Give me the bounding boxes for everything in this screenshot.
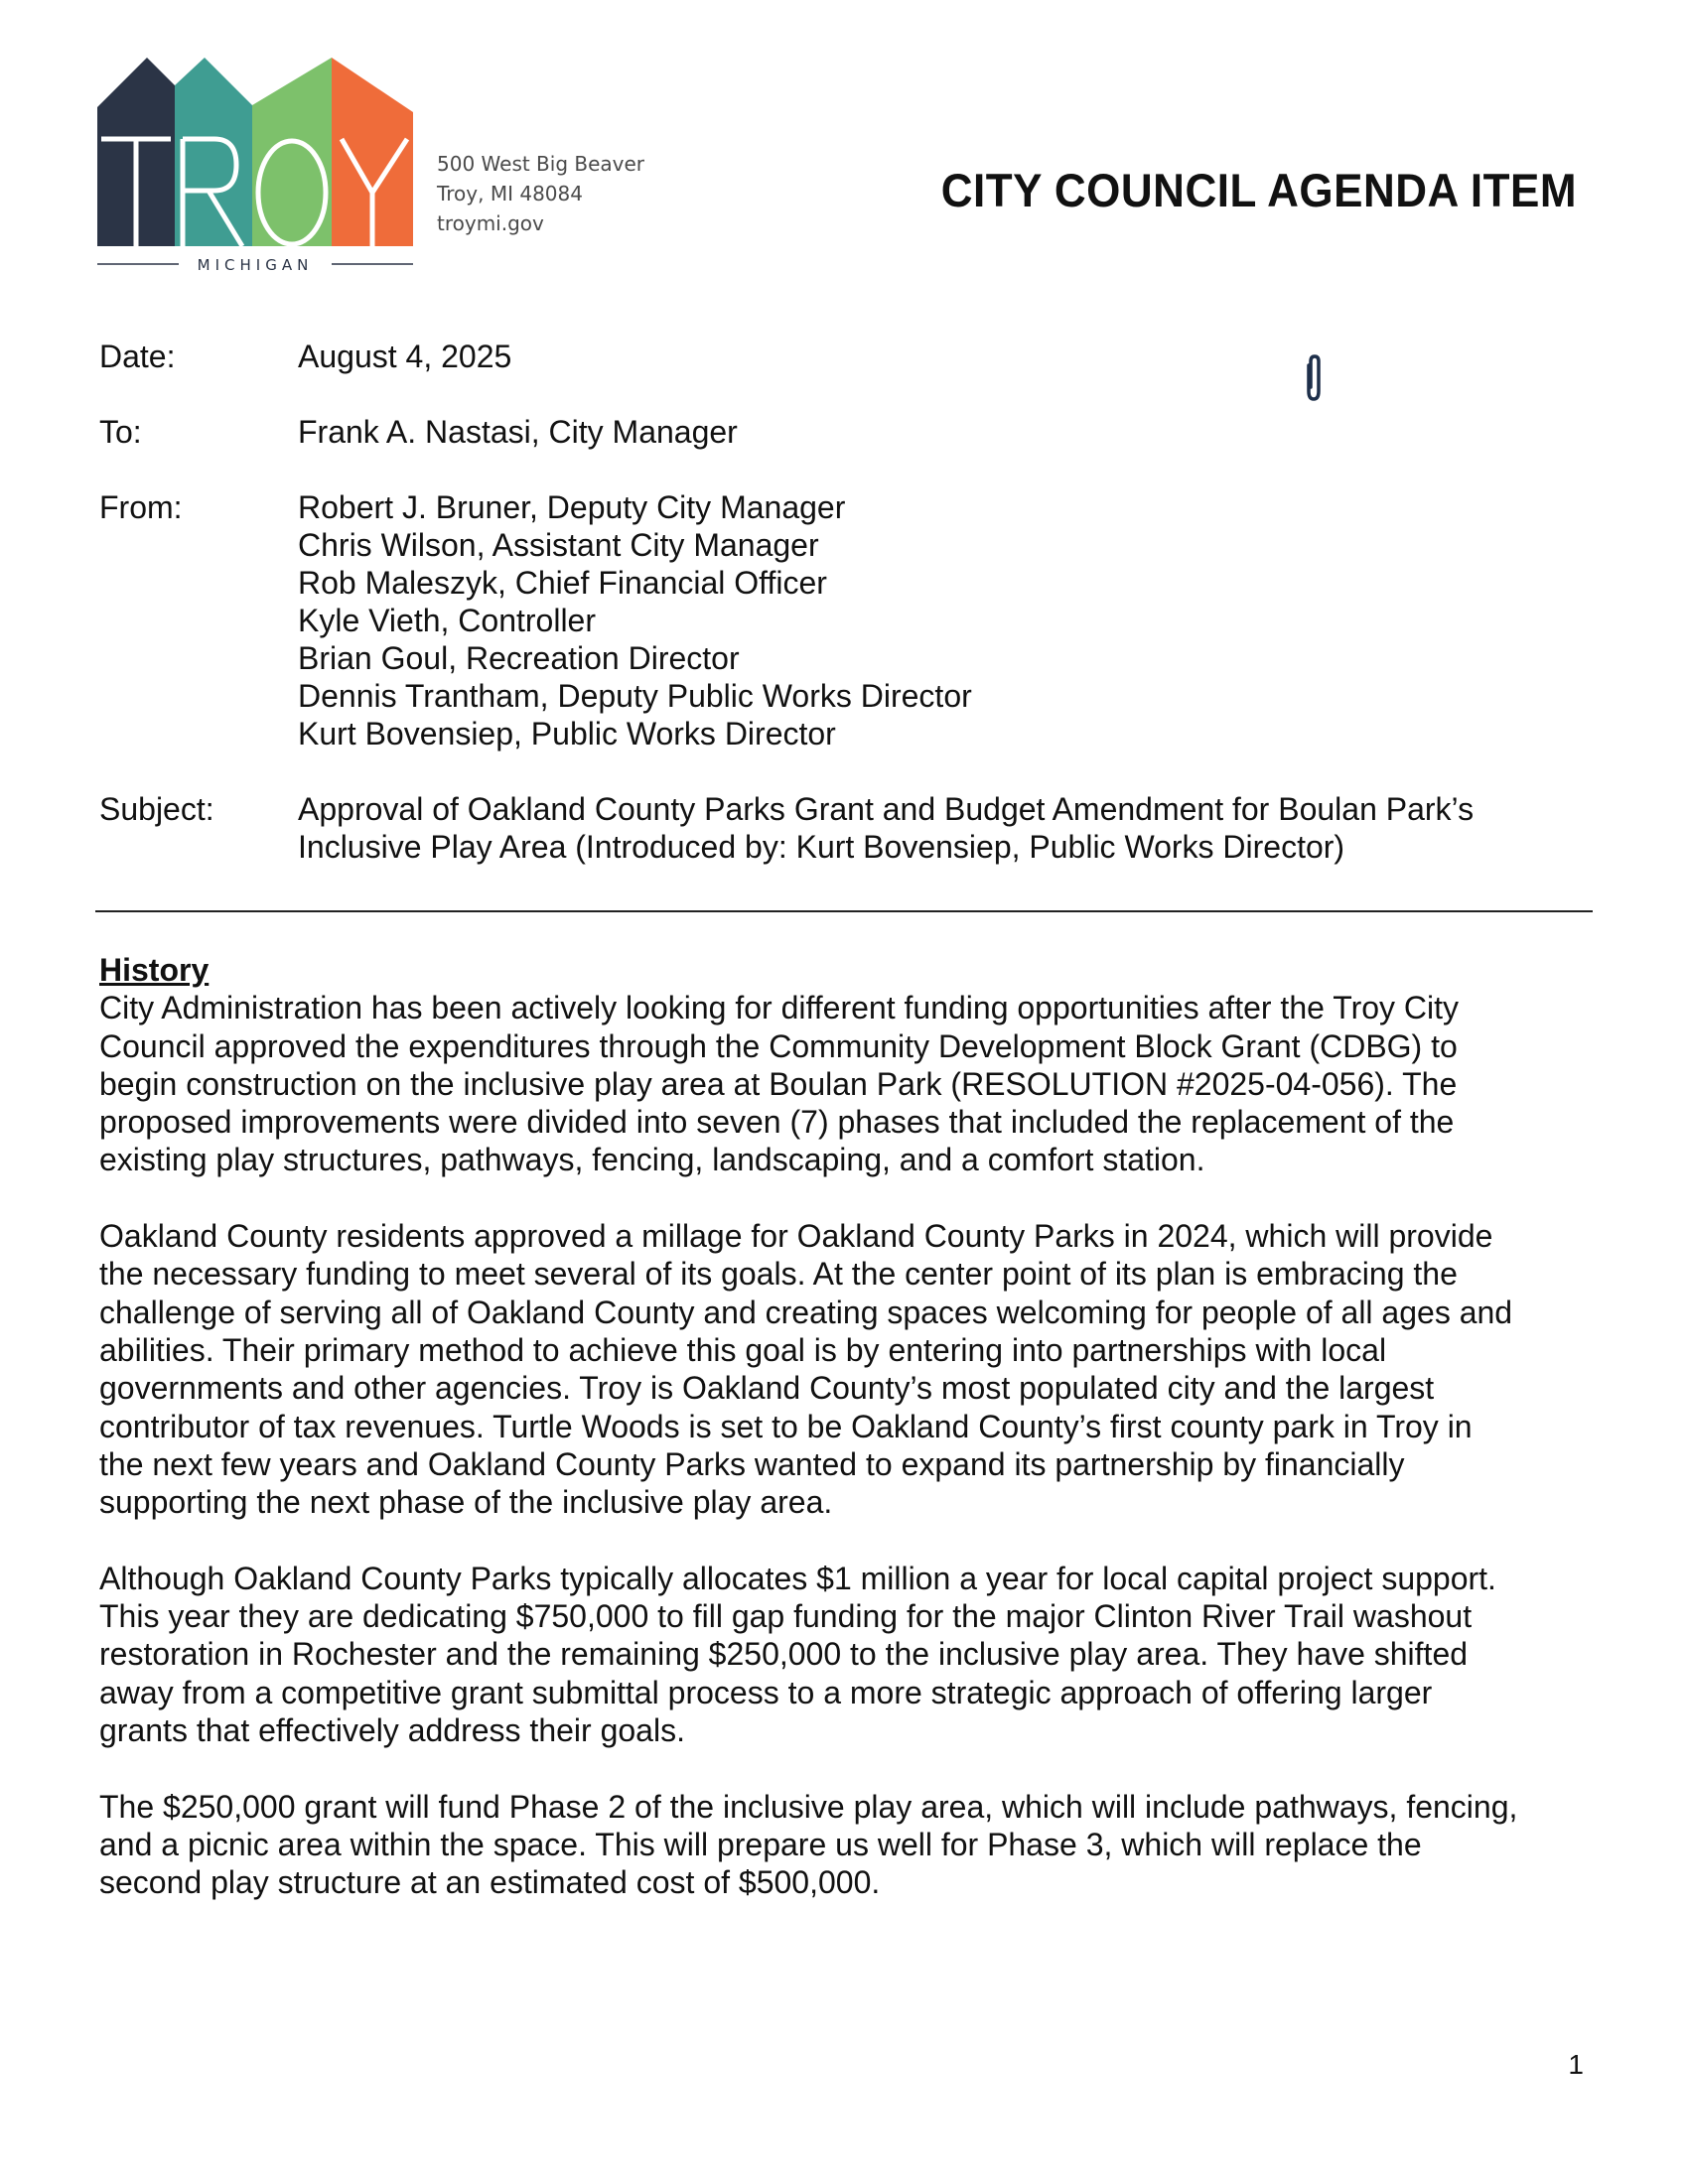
paragraph-line: Although Oakland County Parks typically allocates $1 million a year for local capital project support. [99, 1560, 1496, 1596]
paragraph-line: begin construction on the inclusive play area at Boulan Park (RESOLUTION #2025-04-056). The [99, 1065, 1458, 1102]
memo-subject-row [99, 790, 1589, 866]
from-line: Chris Wilson, Assistant City Manager [298, 527, 819, 563]
from-line: Kurt Bovensiep, Public Works Director [298, 716, 836, 751]
memo-date-row [99, 338, 1589, 375]
paragraph-line: restoration in Rochester and the remaining $250,000 to the inclusive play area. They have shifted [99, 1636, 1469, 1673]
page-number: 1 [1568, 2049, 1584, 2080]
troy-logo [97, 58, 413, 274]
section-heading-history: History [99, 952, 210, 988]
memo-from-row [99, 488, 1589, 752]
body-paragraph [99, 1217, 1609, 1521]
paragraph-line: supporting the next phase of the inclusive play area. [99, 1484, 833, 1521]
paragraph-line: challenge of serving all of Oakland County and creating spaces welcoming for people of all ages and [99, 1294, 1513, 1330]
memo-to-row [99, 413, 1589, 451]
body-paragraph [99, 1560, 1609, 1749]
subject-line: Inclusive Play Area (Introduced by: Kurt Bovensiep, Public Works Director) [298, 829, 1345, 865]
from-line: Brian Goul, Recreation Director [298, 640, 740, 676]
body-paragraph [99, 1788, 1609, 1902]
paragraph-line: This year they are dedicating $750,000 to fill gap funding for the major Clinton River Trail washout [99, 1598, 1473, 1635]
paragraph-line: away from a competitive grant submittal process to a more strategic approach of offering larger [99, 1674, 1433, 1710]
date-line: August 4, 2025 [298, 339, 512, 374]
from-line: Dennis Trantham, Deputy Public Works Director [298, 678, 972, 714]
logo-subtext: MICHIGAN [197, 256, 314, 274]
paragraph-line: the necessary funding to meet several of its goals. At the center point of its plan is embracing the [99, 1256, 1458, 1293]
from-label: From: [99, 489, 183, 525]
paragraph-line: Council approved the expenditures through the Community Development Block Grant (CDBG) to [99, 1027, 1458, 1064]
subject-label: Subject: [99, 791, 214, 827]
from-line: Robert J. Bruner, Deputy City Manager [298, 489, 846, 525]
date-label: Date: [99, 339, 176, 374]
paragraph-line: contributor of tax revenues. Turtle Woods is set to be Oakland County’s first county park in Troy in [99, 1408, 1473, 1444]
paragraph-line: governments and other agencies. Troy is Oakland County’s most populated city and the largest [99, 1370, 1435, 1407]
memo-header [99, 338, 1589, 903]
subject-value [298, 790, 1474, 866]
from-line: Rob Maleszyk, Chief Financial Officer [298, 565, 827, 601]
paragraph-line: existing play structures, pathways, fencing, landscaping, and a comfort station. [99, 1142, 1205, 1178]
paragraph-line: proposed improvements were divided into seven (7) phases that included the replacement of the [99, 1104, 1455, 1141]
address-line: Troy, MI 48084 [437, 182, 583, 205]
to-line: Frank A. Nastasi, City Manager [298, 414, 738, 450]
date-value [298, 338, 511, 375]
address-line: 500 West Big Beaver [437, 152, 645, 176]
paragraph-line: The $250,000 grant will fund Phase 2 of the inclusive play area, which will include pathways, fencing, [99, 1788, 1518, 1825]
paragraph-line: and a picnic area within the space. This will prepare us well for Phase 3, which will replace the [99, 1826, 1422, 1862]
paragraph-line: the next few years and Oakland County Parks wanted to expand its partnership by financially [99, 1445, 1405, 1482]
paragraph-line: abilities. Their primary method to achieve this goal is by entering into partnerships with local [99, 1331, 1387, 1368]
paragraph-line: Oakland County residents approved a millage for Oakland County Parks in 2024, which will provide [99, 1218, 1493, 1255]
from-value [298, 488, 972, 752]
document-body [99, 951, 1609, 1940]
subject-line: Approval of Oakland County Parks Grant and Budget Amendment for Boulan Park’s [298, 791, 1475, 827]
city-address [437, 149, 644, 238]
body-paragraph [99, 989, 1609, 1178]
paragraph-line: grants that effectively address their goals. [99, 1711, 685, 1748]
paragraph-line: City Administration has been actively looking for different funding opportunities after the Troy City [99, 990, 1460, 1026]
paragraph-line: second play structure at an estimated cost of $500,000. [99, 1864, 881, 1901]
to-label: To: [99, 414, 142, 450]
document-title: CITY COUNCIL AGENDA ITEM [940, 165, 1577, 217]
website-link[interactable]: troymi.gov [437, 211, 544, 235]
header-divider [95, 910, 1593, 912]
to-value [298, 413, 738, 451]
from-line: Kyle Vieth, Controller [298, 603, 596, 638]
